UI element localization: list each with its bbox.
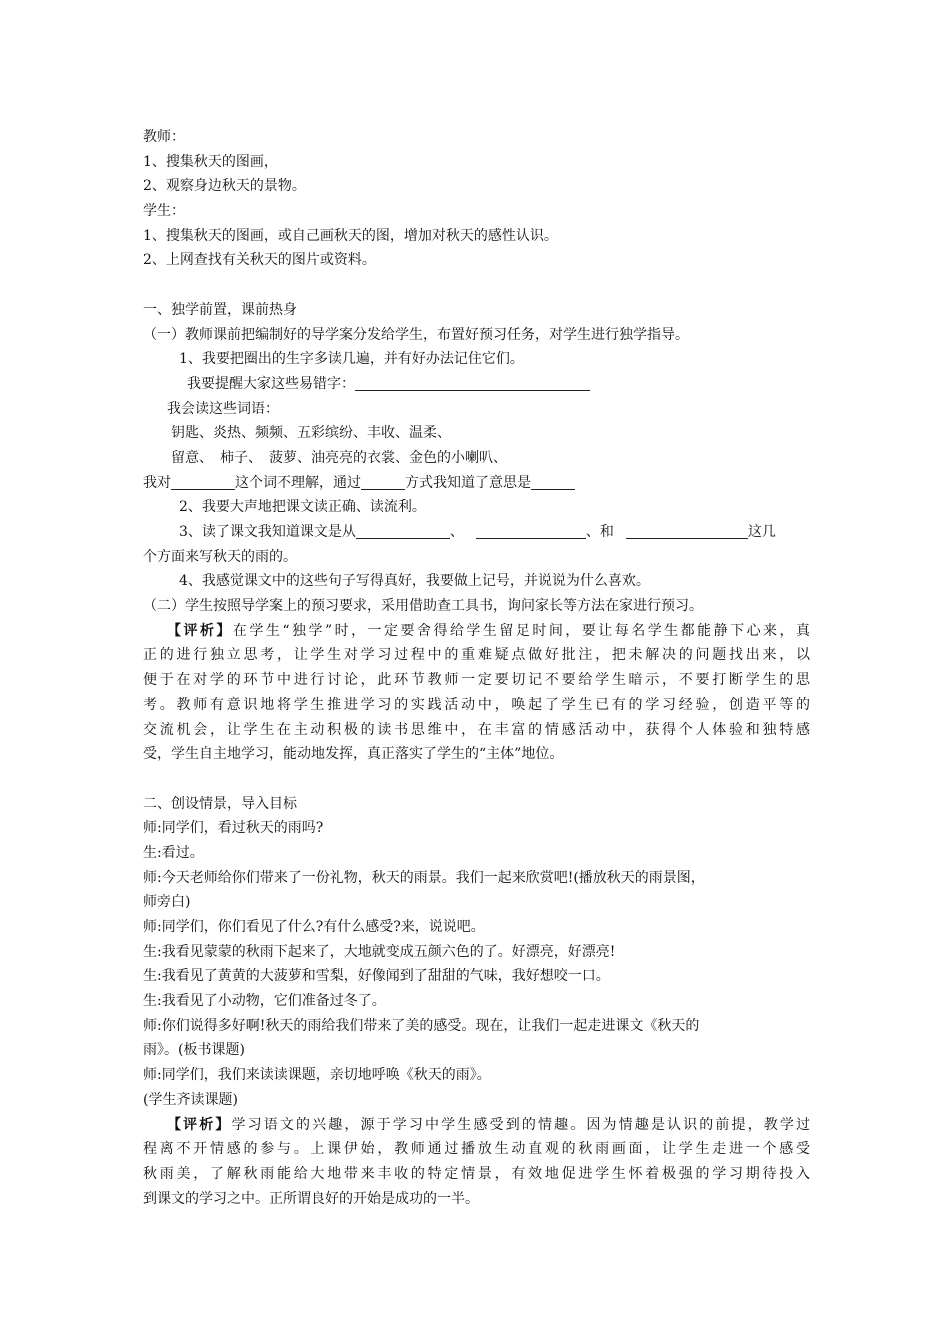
task3-blank-2	[476, 523, 586, 539]
spacer	[143, 767, 810, 792]
dialog-line: (学生齐读课题)	[143, 1091, 238, 1108]
spacer	[143, 273, 810, 298]
task3-continued: 个方面来写秋天的雨的。	[143, 548, 297, 565]
dialog-line: 师:你们说得多好啊!秋天的雨给我们带来了美的感受。现在，让我们一起走进课文《秋天的	[143, 1017, 700, 1034]
comment1-line-1	[143, 619, 810, 644]
comment2-line-4: 到课文的学习之中。正所谓良好的开始是成功的一半。	[143, 1190, 479, 1207]
remind-blank	[355, 375, 590, 391]
fill-text-b: 这个词不理解，通过	[235, 474, 361, 491]
task2: 2、我要大声地把课文读正确、读流利。	[179, 499, 426, 516]
dialog-line: 生:我看见了黄黄的大菠萝和雪梨，好像闻到了甜甜的气味，我好想咬一口。	[143, 968, 610, 985]
task3-text-a: 3、读了课文我知道课文是从	[179, 524, 356, 540]
comment1-line-6: 受，学生自主地学习，能动地发挥，真正落实了学生的“主体”地位。	[143, 746, 564, 763]
dialog-line: 师:同学们，看过秋天的雨吗?	[143, 820, 324, 837]
dialog-line: 师旁白)	[143, 894, 191, 911]
teacher-item-1: 1、搜集秋天的图画，	[143, 153, 278, 170]
fill-blank-2	[361, 474, 405, 490]
dialog-line: 师:同学们，你们看见了什么?有什么感受?来，说说吧。	[143, 919, 485, 935]
comment1-tag: 【评析】	[167, 622, 233, 639]
dialog-line: 雨》。(板书课题)	[143, 1042, 245, 1059]
teacher-label: 教师：	[143, 129, 185, 145]
student-item-2: 2、上网查找有关秋天的图片或资料。	[143, 252, 376, 269]
section1-heading: 一、独学前置，课前热身	[143, 301, 297, 318]
dialog-line: 生:看过。	[143, 844, 204, 861]
student-label: 学生：	[143, 203, 185, 220]
fill-line	[143, 471, 810, 496]
fill-blank-1	[171, 474, 235, 490]
remind-prefix: 我要提醒大家这些易错字：	[187, 375, 355, 392]
task3-blank-1	[356, 523, 450, 539]
section2-heading: 二、创设情景，导入目标	[143, 795, 297, 812]
comment1-line-4: 考。教师有意识地将学生推进学习的实践活动中，唤起了学生已有的学习经验，创造平等的	[143, 696, 810, 713]
comment1-line-3: 便于在对学的环节中进行讨论，此环节教师一定要切记不要给学生暗示，不要打断学生的思	[143, 672, 810, 689]
task3-blank-3	[626, 523, 748, 539]
comment2-line-1	[143, 1113, 810, 1138]
fill-blank-3	[531, 474, 575, 490]
task3-text-c: 、和	[585, 524, 614, 540]
task3-text-b: 、	[449, 524, 464, 540]
comment1-text-1: 在学生“独学”时，一定要舍得给学生留足时间，要让每名学生都能静下心来，真	[232, 622, 810, 639]
comment2-text-1: 学习语文的兴趣，源于学习中学生感受到的情趣。因为情趣是认识的前提，教学过	[231, 1116, 810, 1133]
dialog-line: 生:我看见了小动物，它们准备过冬了。	[143, 993, 386, 1010]
dialog-line: 师:今天老师给你们带来了一份礼物，秋天的雨景。我们一起来欣赏吧!(播放秋天的雨景图，	[143, 869, 705, 886]
task3-line	[143, 520, 810, 545]
dialog-line: 师:同学们，我们来读读课题，亲切地呼唤《秋天的雨》。	[143, 1067, 491, 1084]
comment2-line-2: 程离不开情感的参与。上课伊始，教师通过播放生动直观的秋雨画面，让学生走进一个感受	[143, 1141, 810, 1158]
section1-part2: （二）学生按照导学案上的预习要求，采用借助查工具书，询问家长等方法在家进行预习。	[143, 598, 703, 615]
fill-text-c: 方式我知道了意思是	[405, 474, 531, 491]
dialog-line: 生:我看见蒙蒙的秋雨下起来了，大地就变成五颜六色的了。好漂亮，好漂亮!	[143, 943, 616, 960]
comment1-line-5: 交流机会，让学生在主动积极的读书思维中，在丰富的情感活动中，获得个人体验和独特感	[143, 721, 810, 738]
section1-part1: （一）教师课前把编制好的导学案分发给学生，布置好预习任务，对学生进行独学指导。	[143, 326, 689, 343]
remind-line	[143, 372, 810, 397]
words-line-1: 钥匙、炎热、频频、五彩缤纷、丰收、温柔、	[171, 425, 451, 442]
task1: 1、我要把圈出的生字多读几遍，并有好办法记住它们。	[179, 351, 524, 368]
comment1-line-2: 正的进行独立思考，让学生对学习过程中的重难疑点做好批注，把未解决的问题找出来，以	[143, 647, 810, 664]
comment2-line-3: 秋雨美，了解秋雨能给大地带来丰收的特定情景，有效地促进学生怀着极强的学习期待投入	[143, 1165, 810, 1182]
comment2-tag: 【评析】	[167, 1116, 232, 1133]
task4: 4、我感觉课文中的这些句子写得真好，我要做上记号，并说说为什么喜欢。	[179, 573, 650, 590]
teacher-item-2: 2、观察身边秋天的景物。	[143, 178, 306, 195]
fill-text-a: 我对	[143, 474, 171, 491]
words-label: 我会读这些词语：	[167, 400, 279, 417]
words-line-2: 留意、 柿子、 菠萝、油亮亮的衣裳、金色的小喇叭、	[171, 449, 507, 466]
task3-text-d: 这几	[747, 524, 776, 540]
student-item-1: 1、搜集秋天的图画，或自己画秋天的图，增加对秋天的感性认识。	[143, 227, 558, 244]
